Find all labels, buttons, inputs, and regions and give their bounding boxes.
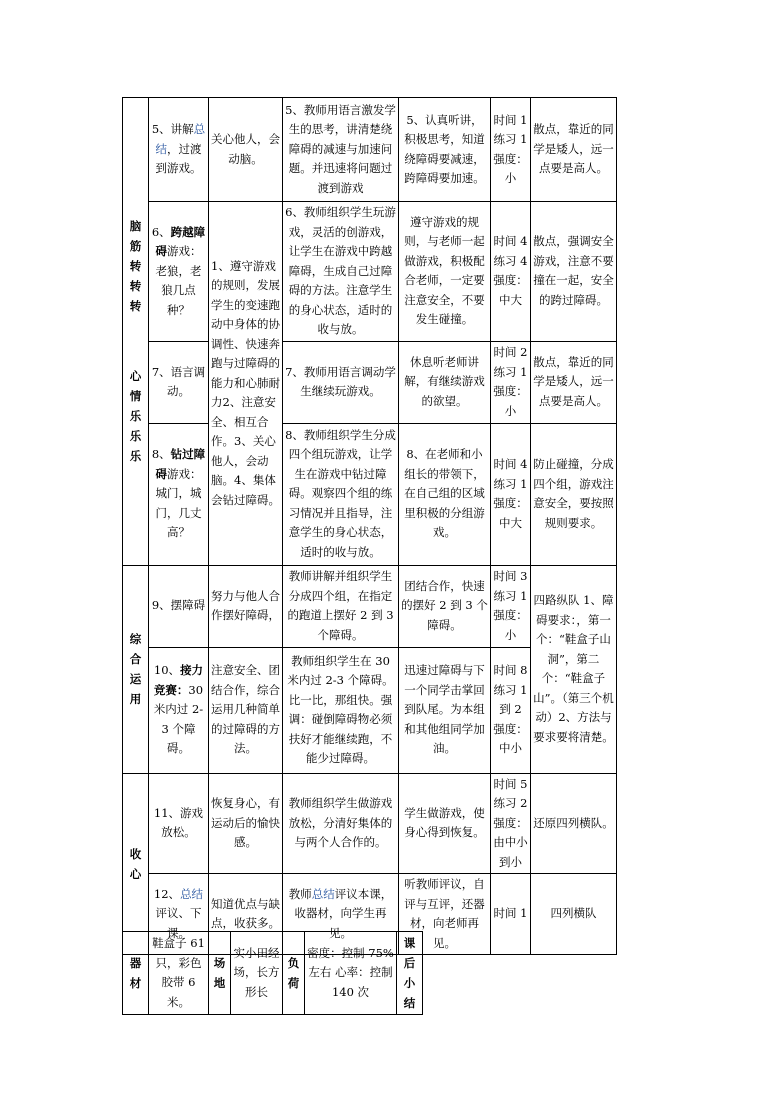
- teacher-text: 教师: [288, 886, 312, 901]
- step-text: ，过渡到游戏。: [155, 141, 202, 176]
- footer-row: [123, 932, 617, 1015]
- step-text: 5、讲解: [151, 122, 194, 137]
- step-keyword: 总结: [155, 122, 206, 156]
- student-cell: 听教师评议，自评与互评，还器材，向老师再见。: [399, 874, 491, 955]
- equipment-value: 鞋盒子 61 只，彩色胶带 6 米。: [149, 932, 209, 1015]
- table-row: [123, 341, 617, 423]
- goal-cell: 知道优点与缺点，收获多。: [209, 874, 283, 955]
- teacher-cell: 教师组织学生做游戏放松，分清好集体的与两个人合作的。: [283, 773, 399, 874]
- organization-cell: 散点，靠近的同学是矮人，远一点要是高人。: [531, 98, 617, 202]
- goal-cell: 注意安全、团结合作，综合运用几种简单的过障碍的方法。: [209, 647, 283, 773]
- organization-cell: 散点，强调安全游戏，注意不要撞在一起，安全的跨过障碍。: [531, 202, 617, 342]
- table-row: [123, 423, 617, 565]
- step-text: 6、: [151, 224, 171, 239]
- step-cell: 9、摆障碍: [149, 565, 209, 647]
- student-cell: 5、认真听讲，积极思考，知道绕障碍要减速，跨障碍要加速。: [399, 98, 491, 202]
- step-keyword: 钻过障碍: [155, 447, 206, 481]
- load-cell: 时间 2 练习 1 强度：小: [491, 341, 531, 423]
- table-row: [123, 202, 617, 342]
- organization-cell: 散点，靠近的同学是矮人，远一点要是高人。: [531, 341, 617, 423]
- goal-cell: 恢复身心，有运动后的愉快感。: [209, 773, 283, 874]
- step-text: 8、: [151, 447, 171, 462]
- teacher-cell: 7、教师用语言调动学生继续玩游戏。: [283, 341, 399, 423]
- organization-cell: 还原四列横队。: [531, 773, 617, 874]
- goal-cell: 努力与他人合作摆好障碍，: [209, 565, 283, 647]
- load-cell: 时间 5 练习 2 强度：由中小到小: [491, 773, 531, 874]
- section-cooldown: 收心: [123, 773, 149, 955]
- venue-label: 场地: [209, 932, 231, 1015]
- step-text: 12、: [153, 886, 181, 901]
- step-cell: [149, 202, 209, 342]
- step-cell: [149, 423, 209, 565]
- teacher-keyword: 总结: [311, 886, 335, 901]
- load-value: 密度：控制 75%左右 心率：控制 140 次: [305, 932, 397, 1015]
- step-keyword: 跨越障碍: [155, 224, 206, 258]
- table-row: [123, 565, 617, 647]
- organization-cell: 防止碰撞，分成四个组，游戏注意安全，要按照规则要求。: [531, 423, 617, 565]
- summary-label: 课后小结: [397, 932, 423, 1015]
- summary-value: [423, 932, 617, 1015]
- goal-cell: 1、遵守游戏的规则，发展学生的变速跑动中身体的协调性、快速奔跑与过障碍的能力和心肺耐力2、注意安全、相互合作。3、关心他人，会动脑。4、集体会钻过障碍。: [209, 202, 283, 566]
- step-keyword: 接力竞赛：: [153, 663, 204, 697]
- teacher-cell: 8、教师组织学生分成四个组玩游戏，让学生在游戏中钻过障碍。观察四个组的练习情况并且指导，注意学生的身心状态，适时的收与放。: [283, 423, 399, 565]
- lesson-plan-table: [122, 97, 617, 955]
- footer-table: [122, 931, 617, 1015]
- table-row: [123, 98, 617, 202]
- venue-value: 实小田经场，长方形长: [231, 932, 283, 1015]
- teacher-cell: 教师组织学生在 30 米内过 2-3 个障碍。比一比，那组快。强调：碰倒障碍物必须扶好才能继续跑，不能少过障碍。: [283, 647, 399, 773]
- student-cell: 休息听老师讲解，有继续游戏的欲望。: [399, 341, 491, 423]
- student-cell: 学生做游戏，使身心得到恢复。: [399, 773, 491, 874]
- load-cell: 时间 4 练习 4 强度：中大: [491, 202, 531, 342]
- table-row: [123, 773, 617, 874]
- student-cell: 迅速过障碍与下一个同学击掌回到队尾。为本组和其他组同学加油。: [399, 647, 491, 773]
- student-cell: 8、在老师和小组长的带领下，在自己组的区域里积极的分组游戏。: [399, 423, 491, 565]
- step-text: 评议、下课。: [155, 906, 202, 940]
- load-cell: 时间 4 练习 1 强度：中大: [491, 423, 531, 565]
- section-warmup: [123, 98, 149, 566]
- student-cell: 团结合作，快速的摆好 2 到 3 个障碍。: [399, 565, 491, 647]
- equipment-label: 器材: [123, 932, 149, 1015]
- goal-cell: 关心他人，会动脑。: [209, 98, 283, 202]
- step-text: 10、: [153, 663, 181, 678]
- teacher-cell: 教师讲解并组织学生分成四个组，在指定的跑道上摆好 2 到 3 个障碍。: [283, 565, 399, 647]
- section-combined: 综合运用: [123, 565, 149, 773]
- step-text: 游戏：老狼，老狼几点种？: [155, 244, 202, 317]
- step-cell: 11、游戏放松。: [149, 773, 209, 874]
- step-cell: [149, 98, 209, 202]
- load-cell: 时间 1 练习 1 强度：小: [491, 98, 531, 202]
- load-cell: 时间 3 练习 1 强度：小: [491, 565, 531, 647]
- load-label: 负荷: [283, 932, 305, 1015]
- step-cell: [149, 647, 209, 773]
- teacher-text: 评议本课，收器材，向学生再见。: [294, 886, 393, 940]
- load-cell: 时间 8 练习 1 到 2 强度：中小: [491, 647, 531, 773]
- step-text: 游戏：城门，城门，几丈高？: [155, 466, 202, 540]
- teacher-cell: 5、教师用语言激发学生的思考，讲清楚绕障碍的减速与加速问题。并迅速将问题过渡到游戏: [283, 98, 399, 202]
- step-text: 30 米内过 2-3 个障碍。: [153, 682, 204, 756]
- teacher-cell: 6、教师组织学生玩游戏，灵活的创游戏，让学生在游戏中跨越障碍，生成自己过障碍的方法。注意学生的身心状态，适时的收与放。: [283, 202, 399, 342]
- load-cell: 时间 1: [491, 874, 531, 955]
- step-keyword: 总结: [180, 886, 204, 901]
- organization-cell: 四列横队: [531, 874, 617, 955]
- section-label-warmup-a: 脑筋转转转: [129, 219, 142, 314]
- organization-cell: 四路纵队 1、障碍要求：，第一个：“鞋盒子山洞”，第二个：“鞋盒子山”。（第三个机动）2、方法与要求要将清楚。: [531, 565, 617, 773]
- student-cell: 遵守游戏的规则，与老师一起做游戏，积极配合老师，一定要注意安全，不要发生碰撞。: [399, 202, 491, 342]
- step-cell: 7、语言调动。: [149, 341, 209, 423]
- section-label-warmup-b: 心情乐乐乐: [129, 369, 142, 464]
